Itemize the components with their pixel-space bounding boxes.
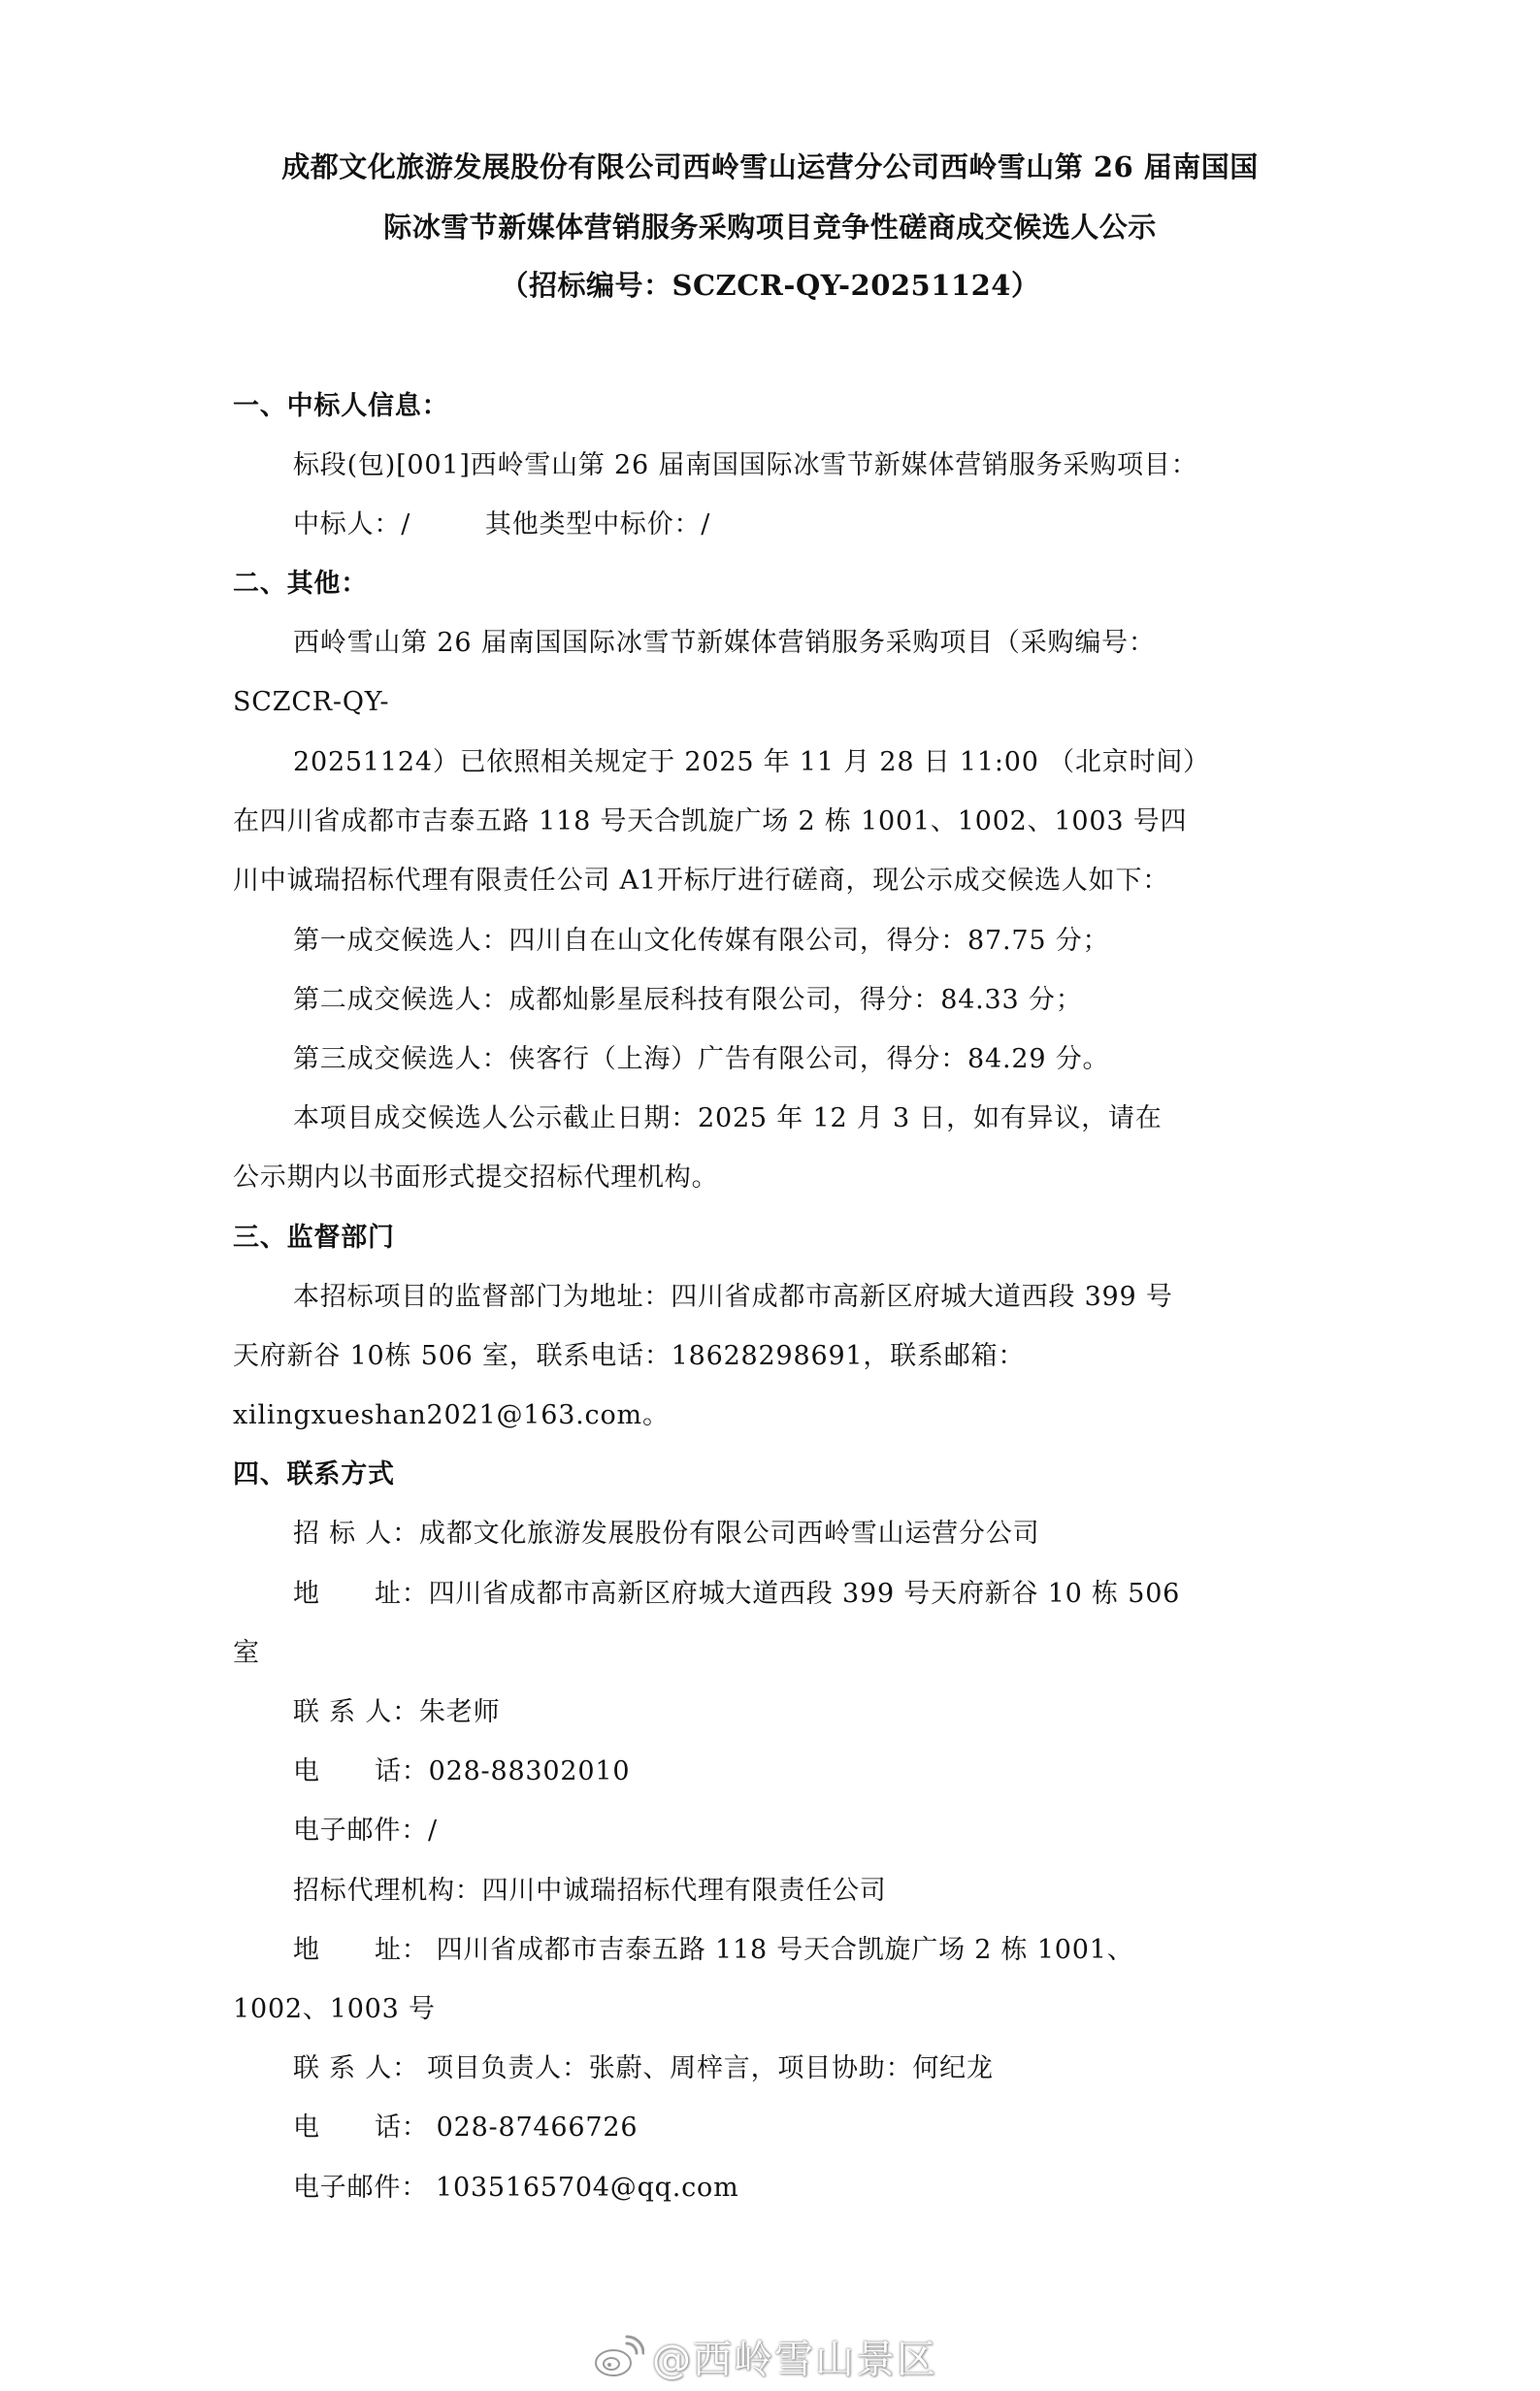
lot-description: 标段(包)[001]西岭雪山第 26 届南国国际冰雪节新媒体营销服务采购项目： xyxy=(293,450,1198,480)
watermark-text: @西岭雪山景区 xyxy=(652,2337,937,2382)
weibo-watermark xyxy=(594,2327,937,2385)
section-4-heading: 四、联系方式 xyxy=(233,1459,395,1490)
address-label-b: 址： xyxy=(375,1579,429,1609)
candidate-row-1 xyxy=(293,922,1109,961)
tenderer-address-row xyxy=(293,1575,1180,1614)
section-1-heading: 一、中标人信息： xyxy=(233,391,449,421)
tenderer-address: 四川省成都市高新区府城大道西段 399 号天府新谷 10 栋 506 xyxy=(428,1579,1181,1609)
deadline-line: 公示期内以书面形式提交招标代理机构。 xyxy=(233,1163,719,1193)
supervision-email[interactable]: xilingxueshan2021@163.com。 xyxy=(233,1400,670,1430)
candidate-score: ，得分：84.29 分。 xyxy=(859,1044,1110,1074)
phone-value: 028-87466726 xyxy=(436,2113,639,2143)
document-title-line-1: 成都文化旅游发展股份有限公司西岭雪山运营分公司西岭雪山第 26 届南国国 xyxy=(281,150,1259,183)
candidate-company: 四川自在山文化传媒有限公司 xyxy=(508,926,860,956)
agency-email-row xyxy=(293,2169,739,2208)
phone-label-a: 电 xyxy=(293,2113,320,2143)
candidate-rank: 第二成交候选人： xyxy=(293,985,509,1015)
candidate-row-2 xyxy=(293,981,1083,1020)
address-label-b: 址： xyxy=(375,1935,429,1965)
contact-value: 项目负责人：张蔚、周梓言，项目协助：何纪龙 xyxy=(426,2053,994,2083)
agency-value: 四川中诚瑞招标代理有限责任公司 xyxy=(481,1876,887,1906)
agency-address-row xyxy=(293,1931,1134,1970)
contact-label: 联 系 人： xyxy=(293,1697,419,1727)
tender-number: （招标编号：SCZCR-QY-20251124） xyxy=(500,269,1040,302)
email-label: 电子邮件： xyxy=(293,2173,428,2203)
contact-label: 联 系 人： xyxy=(293,2053,419,2083)
paragraph-line: 川中诚瑞招标代理有限责任公司 A1开标厅进行磋商，现公示成交候选人如下： xyxy=(233,866,1170,896)
tenderer-contact-row xyxy=(293,1693,500,1732)
candidate-company: 侠客行（上海）广告有限公司 xyxy=(508,1044,860,1074)
section-2-heading: 二、其他： xyxy=(233,569,368,599)
agency-address-cont: 1002、1003 号 xyxy=(233,1994,436,2024)
paragraph-line: 在四川省成都市吉泰五路 118 号天合凯旋广场 2 栋 1001、1002、1003 号四 xyxy=(233,806,1188,836)
section-3-heading: 三、监督部门 xyxy=(233,1223,395,1253)
email-value: / xyxy=(428,1816,438,1846)
tenderer-phone-row xyxy=(293,1752,630,1791)
phone-label-b: 话： xyxy=(375,1756,429,1786)
deadline-line: 本项目成交候选人公示截止日期：2025 年 12 月 3 日，如有异议，请在 xyxy=(293,1103,1163,1133)
phone-label-a: 电 xyxy=(293,1756,320,1786)
candidate-company: 成都灿影星辰科技有限公司 xyxy=(508,985,834,1015)
tenderer-label: 招 标 人： xyxy=(293,1519,419,1549)
tenderer-email-row xyxy=(293,1812,438,1851)
agency-phone-row xyxy=(293,2109,638,2147)
contact-value: 朱老师 xyxy=(418,1697,501,1727)
other-price-label: 其他类型中标价：/ xyxy=(484,509,711,540)
email-label: 电子邮件： xyxy=(293,1816,428,1846)
supervision-line: 本招标项目的监督部门为地址：四川省成都市高新区府城大道西段 399 号 xyxy=(293,1282,1173,1312)
candidate-rank: 第三成交候选人： xyxy=(293,1044,509,1074)
address-label-a: 地 xyxy=(293,1579,320,1609)
winner-label: 中标人：/ xyxy=(293,509,411,540)
document-title-line-2: 际冰雪节新媒体营销服务采购项目竞争性磋商成交候选人公示 xyxy=(383,211,1157,244)
winner-row xyxy=(293,506,710,544)
paragraph-line: 20251124）已依照相关规定于 2025 年 11 月 28 日 11:00 （北京时间） xyxy=(293,747,1210,777)
paragraph-line: SCZCR-QY- xyxy=(233,687,390,717)
tenderer-value: 成都文化旅游发展股份有限公司西岭雪山运营分公司 xyxy=(418,1519,1040,1549)
candidate-score: ，得分：87.75 分； xyxy=(859,926,1110,956)
supervision-line: 天府新谷 10栋 506 室，联系电话：18628298691，联系邮箱： xyxy=(233,1341,1026,1371)
agency-contact-row xyxy=(293,2049,994,2088)
candidate-rank: 第一成交候选人： xyxy=(293,926,509,956)
candidate-score: ，得分：84.33 分； xyxy=(833,985,1083,1015)
candidate-row-3 xyxy=(293,1040,1109,1079)
agency-label: 招标代理机构： xyxy=(293,1876,482,1906)
tenderer-row xyxy=(293,1515,1039,1554)
paragraph-line: 西岭雪山第 26 届南国国际冰雪节新媒体营销服务采购项目（采购编号： xyxy=(293,628,1156,658)
phone-label-b: 话： xyxy=(375,2113,429,2143)
weibo-icon xyxy=(594,2334,644,2378)
tenderer-address-cont: 室 xyxy=(233,1638,260,1668)
agency-row xyxy=(293,1872,887,1911)
agency-address: 四川省成都市吉泰五路 118 号天合凯旋广场 2 栋 1001、 xyxy=(436,1935,1134,1965)
email-value[interactable]: 1035165704@qq.com xyxy=(436,2173,739,2203)
phone-value: 028-88302010 xyxy=(428,1756,631,1786)
address-label-a: 地 xyxy=(293,1935,320,1965)
